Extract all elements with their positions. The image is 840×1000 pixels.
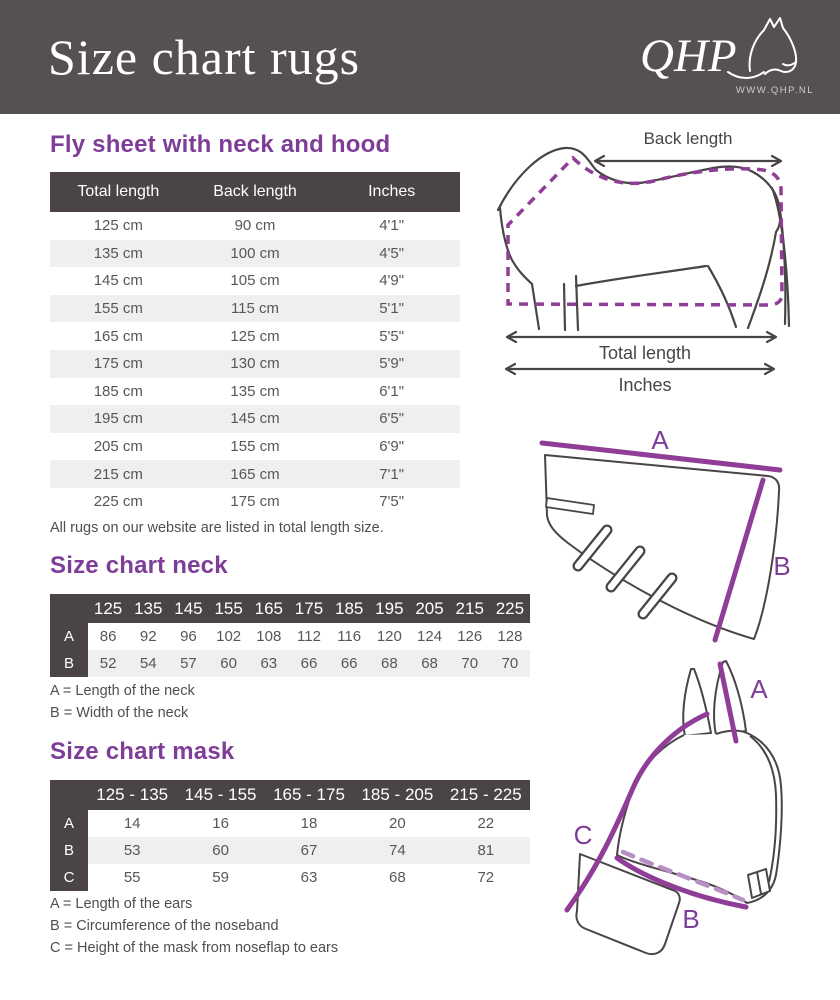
cell: 120	[369, 623, 409, 650]
cell: 130 cm	[230, 355, 280, 373]
fly-sheet-header-row	[50, 172, 460, 212]
cell: 108	[249, 623, 289, 650]
cell: 128	[490, 623, 530, 650]
cell: 96	[168, 623, 208, 650]
page-title: Size chart rugs	[48, 29, 361, 85]
row-label: A	[50, 623, 88, 650]
cell: 7'5"	[379, 493, 405, 511]
table-row	[50, 295, 460, 323]
cell: 125 cm	[230, 327, 280, 345]
neck-cover-diagram	[530, 413, 806, 663]
legend-line: A = Length of the ears	[50, 896, 193, 912]
table-row	[50, 212, 460, 240]
inches-arrow	[506, 364, 774, 374]
neck-header-row	[50, 594, 530, 623]
size-header: 205	[409, 594, 449, 623]
table-row	[50, 378, 460, 406]
cell: 60	[176, 837, 264, 864]
cell: 4'1"	[379, 217, 405, 235]
cell: 126	[450, 623, 490, 650]
cell: 145 cm	[230, 410, 280, 428]
mask-header-row	[50, 780, 530, 810]
cell: 66	[329, 650, 369, 677]
cell: 175 cm	[230, 493, 280, 511]
legend-line: B = Circumference of the noseband	[50, 918, 279, 934]
mask-outline	[573, 661, 781, 954]
inches-label: Inches	[618, 375, 672, 395]
size-header: 215	[450, 594, 490, 623]
cell: 215 cm	[93, 465, 143, 483]
neck-a-label: A	[651, 425, 669, 455]
column-header: Total length	[77, 183, 160, 200]
cell: 4'5"	[379, 244, 405, 262]
size-header: 185 - 205	[353, 780, 441, 810]
column-header: Back length	[213, 183, 297, 200]
cell: 18	[265, 810, 353, 837]
cell: 5'1"	[379, 300, 405, 318]
cell: 145 cm	[93, 272, 143, 290]
mask-row-a	[50, 810, 530, 837]
size-header: 125 - 135	[88, 780, 176, 810]
size-header: 145 - 155	[176, 780, 264, 810]
table-row	[50, 240, 460, 268]
cell: 124	[409, 623, 449, 650]
legend-line: B = Width of the neck	[50, 705, 189, 721]
cell: 5'5"	[379, 327, 405, 345]
cell: 135 cm	[230, 382, 280, 400]
horse-measure-diagram	[488, 126, 836, 398]
mask-legend	[50, 893, 338, 959]
cell: 225 cm	[93, 493, 143, 511]
fly-mask-diagram	[553, 648, 805, 983]
qhp-logo-url: WWW.QHP.NL	[735, 85, 814, 96]
neck-table	[50, 594, 530, 677]
cell: 74	[353, 837, 441, 864]
cell: 53	[88, 837, 176, 864]
neck-legend	[50, 680, 195, 724]
cell: 102	[209, 623, 249, 650]
cell: 112	[289, 623, 329, 650]
cell: 68	[409, 650, 449, 677]
mask-row-b	[50, 837, 530, 864]
cell: 90 cm	[234, 217, 276, 235]
cell: 86	[88, 623, 128, 650]
cell: 63	[249, 650, 289, 677]
size-header: 155	[209, 594, 249, 623]
cell: 92	[128, 623, 168, 650]
cell: 4'9"	[379, 272, 405, 290]
legend-line: A = Length of the neck	[50, 683, 195, 699]
page-header	[0, 0, 840, 114]
cell: 68	[353, 864, 441, 891]
size-header: 125	[88, 594, 128, 623]
table-row	[50, 350, 460, 378]
table-row	[50, 433, 460, 461]
cell: 5'9"	[379, 355, 405, 373]
cell: 100 cm	[230, 244, 280, 262]
cell: 115 cm	[230, 300, 280, 318]
row-label: B	[50, 650, 88, 677]
back-length-label: Back length	[643, 129, 733, 148]
total-length-arrow	[507, 332, 776, 342]
cell: 54	[128, 650, 168, 677]
cell: 105 cm	[230, 272, 280, 290]
cell: 72	[442, 864, 530, 891]
cell: 195 cm	[93, 410, 143, 428]
cell: 81	[442, 837, 530, 864]
row-label: B	[50, 837, 88, 864]
row-label: A	[50, 810, 88, 837]
cell: 59	[176, 864, 264, 891]
cell: 6'5"	[379, 410, 405, 428]
back-length-arrow	[595, 156, 781, 166]
neck-b-label: B	[773, 551, 791, 581]
size-header: 175	[289, 594, 329, 623]
cell: 22	[442, 810, 530, 837]
row-label: C	[50, 864, 88, 891]
cell: 70	[450, 650, 490, 677]
column-header: Inches	[368, 183, 416, 200]
table-row	[50, 322, 460, 350]
cell: 6'1"	[379, 382, 405, 400]
size-header: 135	[128, 594, 168, 623]
cell: 67	[265, 837, 353, 864]
cell: 52	[88, 650, 128, 677]
table-row	[50, 460, 460, 488]
table-row	[50, 488, 460, 516]
cell: 116	[329, 623, 369, 650]
qhp-logo-text: QHP	[640, 30, 737, 82]
corner-cell	[50, 594, 88, 623]
fly-sheet-table	[50, 172, 460, 516]
cell: 68	[369, 650, 409, 677]
total-length-label: Total length	[598, 343, 692, 363]
table-row	[50, 267, 460, 295]
cell: 175 cm	[93, 355, 143, 373]
neck-title: Size chart neck	[50, 552, 228, 579]
qhp-logo	[638, 15, 818, 101]
mask-table	[50, 780, 530, 891]
cell: 16	[176, 810, 264, 837]
cell: 205 cm	[93, 438, 143, 456]
size-header: 225	[490, 594, 530, 623]
neck-row-a	[50, 623, 530, 650]
cell: 63	[265, 864, 353, 891]
fly-sheet-title: Fly sheet with neck and hood	[50, 131, 391, 158]
cell: 6'9"	[379, 438, 405, 456]
size-header: 185	[329, 594, 369, 623]
neck-row-b	[50, 650, 530, 677]
mask-title: Size chart mask	[50, 738, 235, 765]
cell: 185 cm	[93, 382, 143, 400]
mask-row-c	[50, 864, 530, 891]
size-header: 165 - 175	[265, 780, 353, 810]
size-header: 215 - 225	[442, 780, 530, 810]
cell: 70	[490, 650, 530, 677]
mask-c-label: C	[573, 820, 593, 850]
corner-cell	[50, 780, 88, 810]
horse-head-icon	[728, 18, 796, 78]
cell: 125 cm	[93, 217, 143, 235]
size-header: 165	[249, 594, 289, 623]
cell: 165 cm	[93, 327, 143, 345]
mask-b-label: B	[682, 904, 700, 934]
cell: 135 cm	[93, 244, 143, 262]
cell: 155 cm	[93, 300, 143, 318]
size-header: 195	[369, 594, 409, 623]
size-header: 145	[168, 594, 208, 623]
cell: 155 cm	[230, 438, 280, 456]
mask-a-label: A	[750, 674, 768, 704]
cell: 7'1"	[379, 465, 405, 483]
cell: 57	[168, 650, 208, 677]
cell: 66	[289, 650, 329, 677]
cell: 20	[353, 810, 441, 837]
fly-sheet-note: All rugs on our website are listed in total length size.	[50, 520, 384, 536]
legend-line: C = Height of the mask from noseflap to ears	[50, 940, 339, 956]
cell: 60	[209, 650, 249, 677]
cell: 165 cm	[230, 465, 280, 483]
cell: 55	[88, 864, 176, 891]
cell: 14	[88, 810, 176, 837]
table-row	[50, 405, 460, 433]
rug-dashed-outline	[508, 158, 782, 305]
